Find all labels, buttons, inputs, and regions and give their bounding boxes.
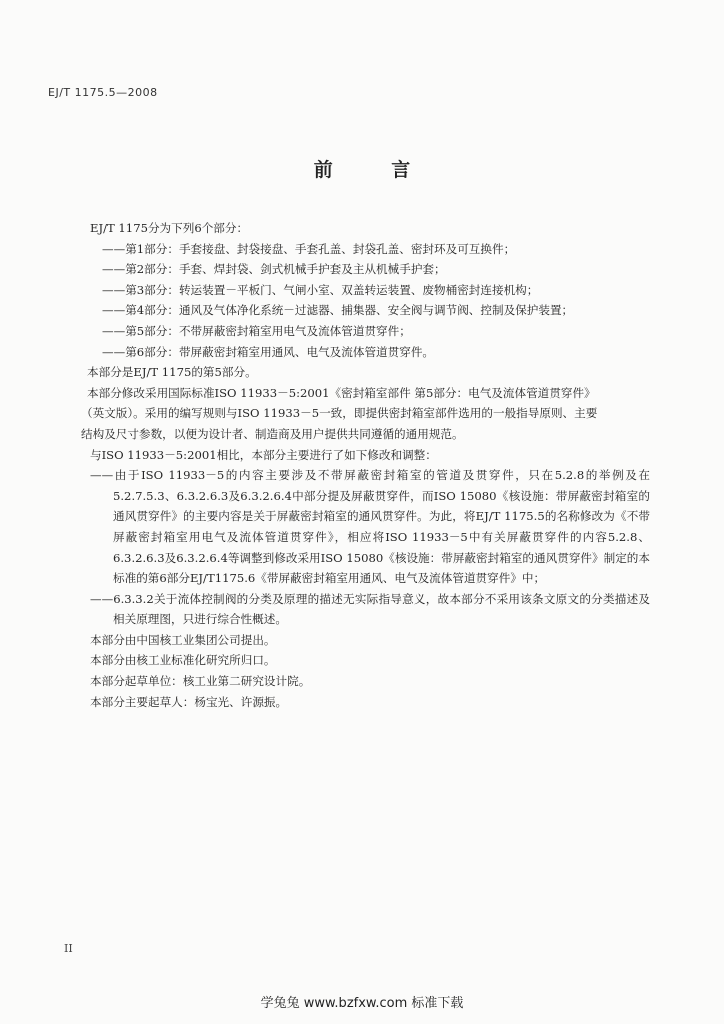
part-1-item: ——第1部分：手套接盘、封袋接盘、手套孔盖、封袋孔盖、密封环及可互换件；	[102, 241, 516, 256]
drafters-paragraph: 本部分主要起草人：杨宝光、许源振。	[90, 694, 288, 709]
part-6-item: ——第6部分：带屏蔽密封箱室用通风、电气及流体管道贯穿件。	[102, 344, 435, 359]
part-5-item: ——第5部分：不带屏蔽密封箱室用电气及流体管道贯穿件；	[102, 323, 411, 338]
change-item-1: ——由于ISO 11933－5的内容主要涉及不带屏蔽密封箱室的管道及贯穿件，只在5.2.8的举例及在5.2.7.5.3、6.3.2.6.3及6.3.2.6.4中部分提及屏蔽贯穿件，而ISO 15080《核设施：带屏蔽密封箱室的通风贯穿件》的主要内容是关于屏蔽密封箱室的通风贯穿件。为此，将EJ/T 1175.5的名称修改为《不带屏蔽密封箱室用电气及流体管道贯穿件》，相应将ISO 11933－5中有关屏蔽贯穿件的内容5.2.8、6.3.2.6.3及6.3.2.6.4等调整到修改采用ISO 15080《核设施：带屏蔽密封箱室的通风贯穿件》制定的本标准的第6部分EJ/T1175.6《带屏蔽密封箱室用通风、电气及流体管道贯穿件》中；	[90, 468, 650, 586]
proposer-paragraph: 本部分由中国核工业集团公司提出。	[90, 632, 276, 647]
part-3-item: ——第3部分：转运装置－平板门、气闸小室、双盖转运装置、废物桶密封连接机构；	[102, 282, 539, 297]
change-item-2: ——6.3.3.2关于流体控制阀的分类及原理的描述无实际指导意义，故本部分不采用该条文原文的分类描述及相关原理图，只进行综合性概述。	[90, 591, 650, 627]
centralized-paragraph: 本部分由核工业标准化研究所归口。	[90, 653, 276, 668]
drafting-unit-paragraph: 本部分起草单位：核工业第二研究设计院。	[90, 674, 311, 689]
page-number: II	[64, 942, 73, 955]
page-title: 前 言	[313, 159, 437, 181]
adoption-paragraph-line-2: （英文版）。采用的编写规则与ISO 11933－5一致，即提供密封箱室部件选用的一般指导原则、主要	[81, 406, 598, 421]
part-2-item: ——第2部分：手套、焊封袋、剑式机械手护套及主从机械手护套；	[102, 262, 446, 277]
adoption-paragraph-line-1: 本部分修改采用国际标准ISO 11933－5:2001《密封箱室部件 第5部分：电气及流体管道贯穿件》	[87, 385, 596, 400]
comparison-paragraph: 与ISO 11933－5:2001相比，本部分主要进行了如下修改和调整：	[90, 447, 437, 462]
intro-paragraph: EJ/T 1175分为下列6个部分：	[90, 221, 249, 235]
footer-watermark: 学兔兔 www.bzfxw.com 标准下载	[260, 996, 464, 1011]
this-part-paragraph: 本部分是EJ/T 1175的第5部分。	[87, 365, 257, 380]
foreword-body	[81, 218, 650, 712]
adoption-paragraph-line-3: 结构及尺寸参数，以便为设计者、制造商及用户提供共同遵循的通用规范。	[81, 426, 464, 441]
part-4-item: ——第4部分：通风及气体净化系统－过滤器、捕集器、安全阀与调节阀、控制及保护装置；	[102, 303, 574, 318]
standard-code: EJ/T 1175.5—2008	[48, 86, 158, 99]
